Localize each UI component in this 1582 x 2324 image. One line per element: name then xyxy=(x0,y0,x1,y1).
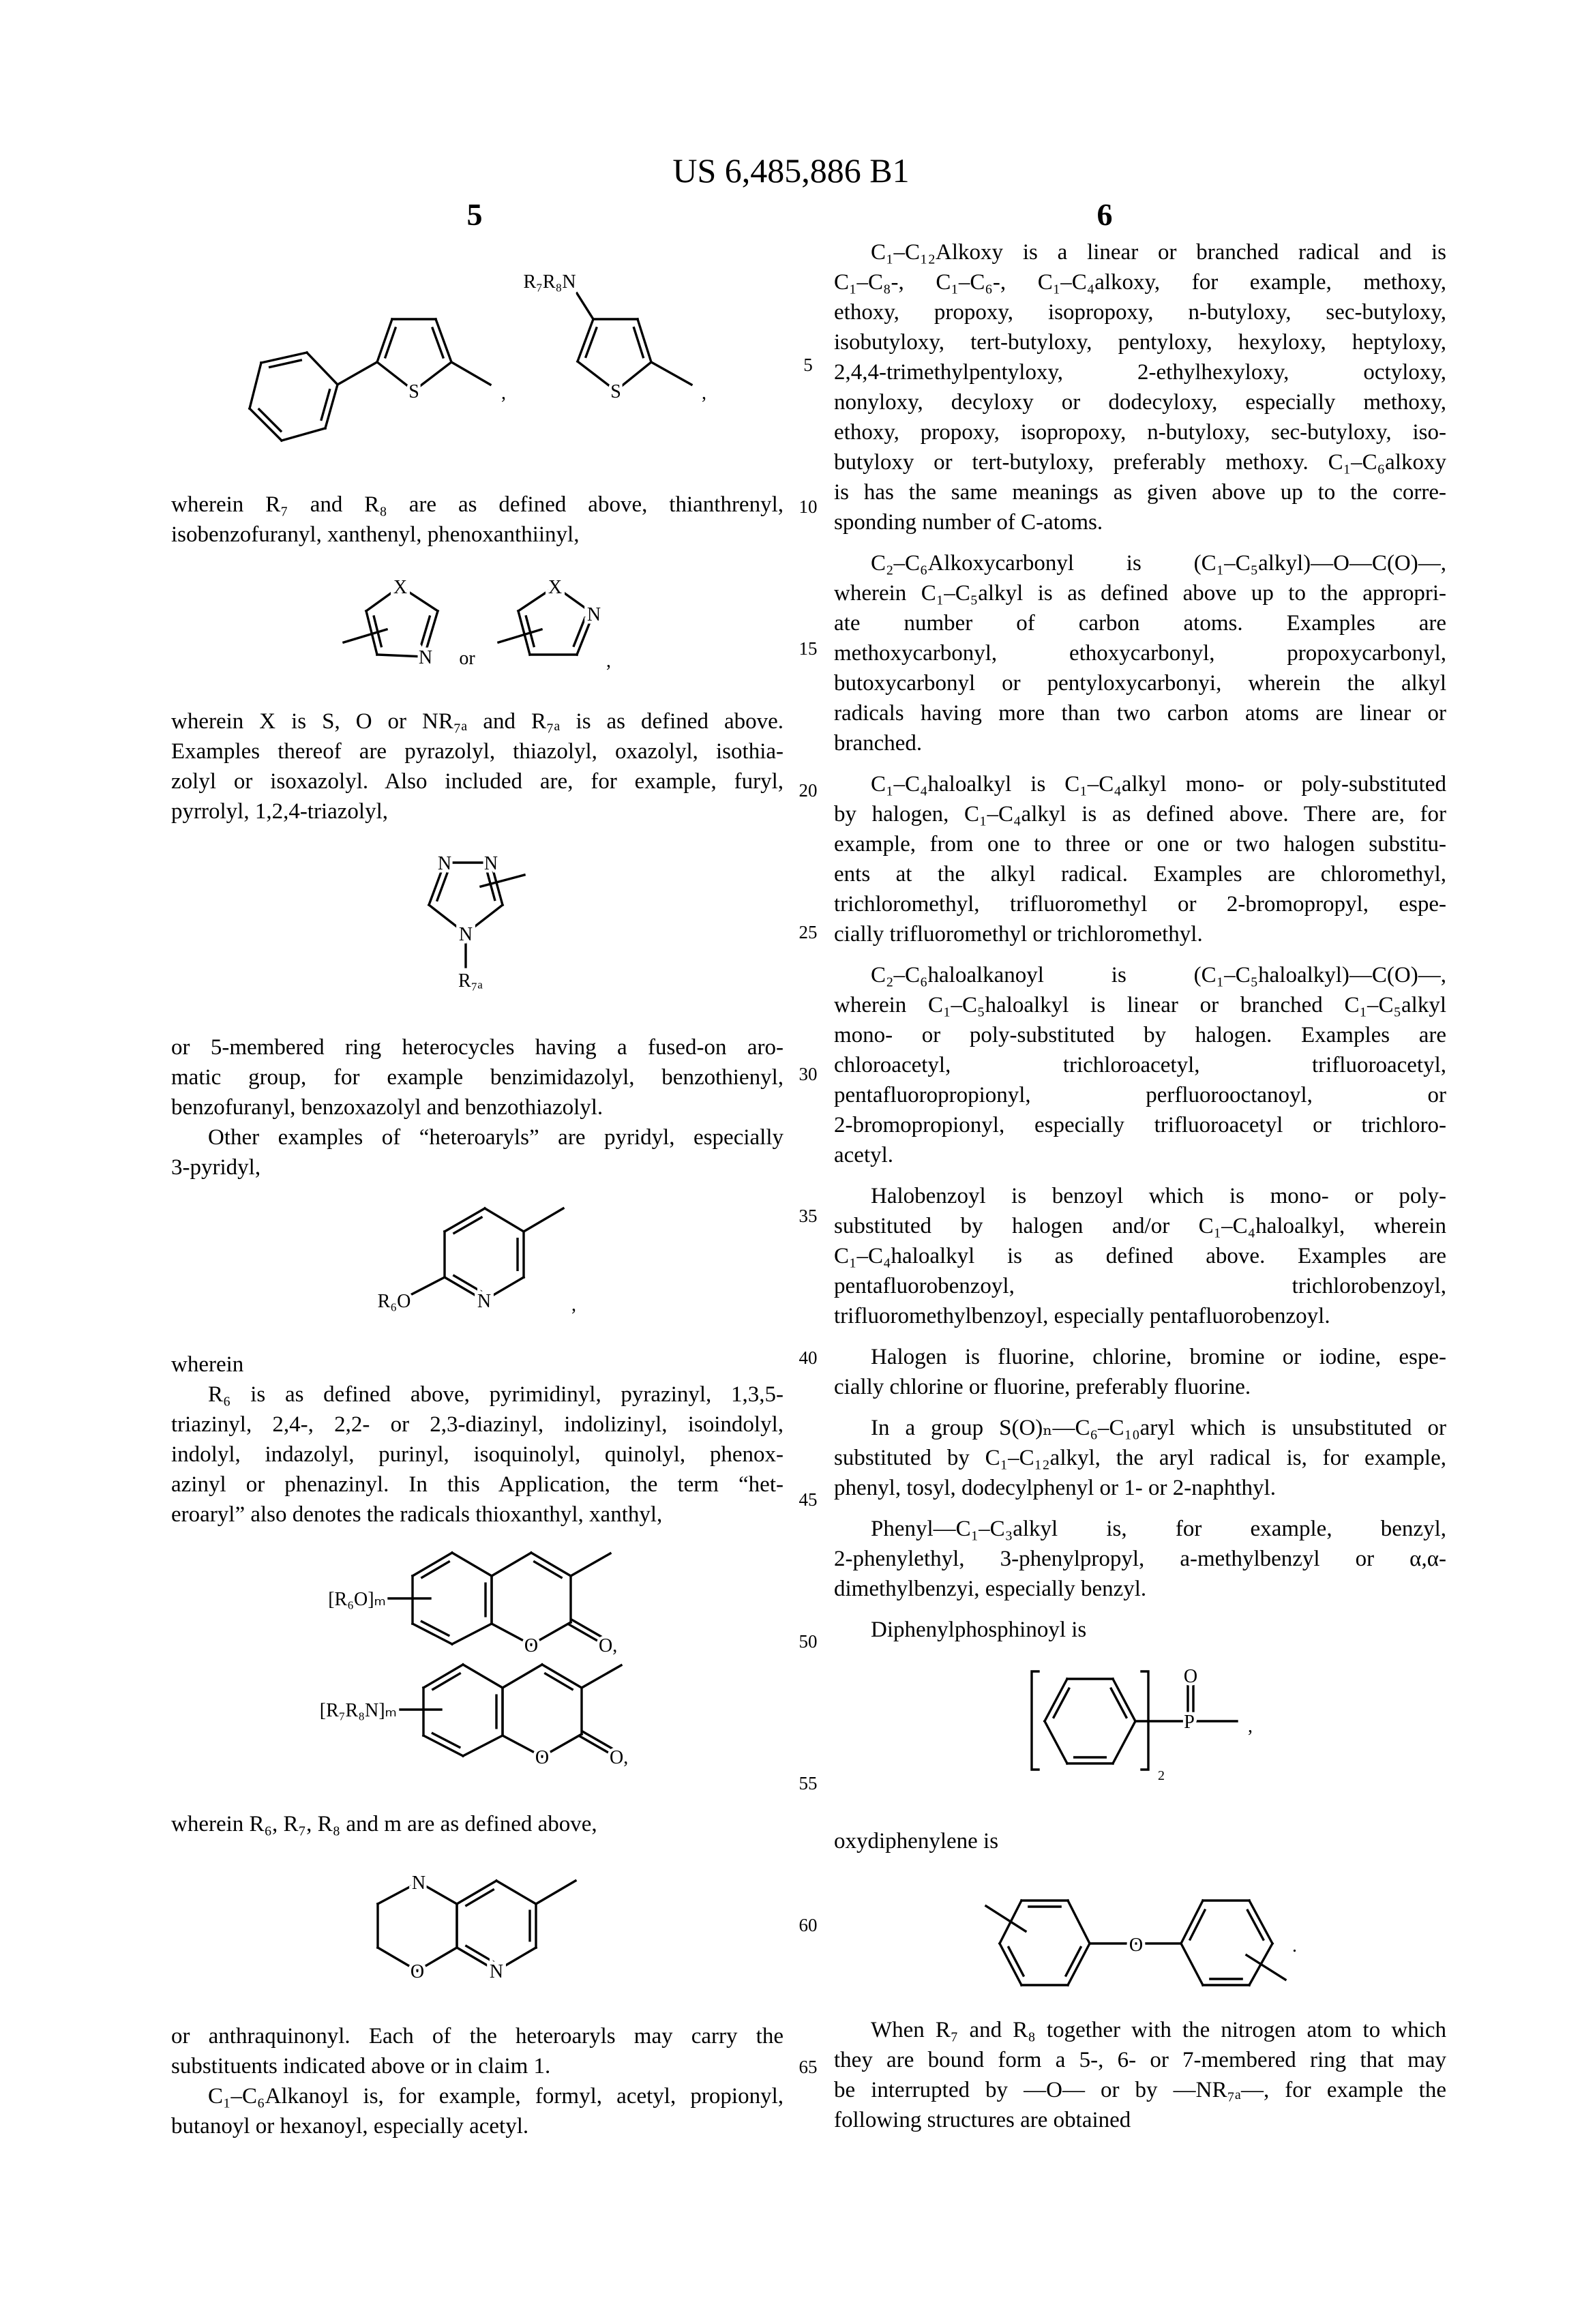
atom-label: S xyxy=(408,381,419,402)
text-line: ate number of carbon atoms. Examples are xyxy=(834,608,1446,638)
text-line: trifluoromethylbenzoyl, especially pentafluorobenzoyl. xyxy=(834,1301,1446,1331)
chemical-structures xyxy=(0,0,1582,2324)
text-line: C₂–C₆Alkoxycarbonyl is (C₁–C₅alkyl)—O—C(O)—, xyxy=(834,548,1446,578)
bond xyxy=(307,353,338,385)
text-line: triazinyl, 2,4-, 2,2- or 2,3-diazinyl, indolizinyl, isoindolyl, xyxy=(171,1410,783,1440)
bond xyxy=(451,362,490,385)
text-line: R₆ is as defined above, pyrimidinyl, pyrazinyl, 1,3,5- xyxy=(171,1380,783,1410)
text-line: trichloromethyl, trifluoromethyl or 2-bromopropyl, espe- xyxy=(834,889,1446,919)
atom-label: X xyxy=(548,577,562,598)
bond xyxy=(524,1208,563,1232)
separator: , xyxy=(606,651,611,672)
text-line: pentafluorobenzoyl, trichlorobenzoyl, xyxy=(834,1271,1446,1301)
line-number: 60 xyxy=(791,1915,825,1935)
bond xyxy=(1111,1688,1126,1717)
atom-label: R₆O xyxy=(378,1291,411,1312)
substituent-label: [R₇R₈N]ₘ xyxy=(320,1700,397,1721)
text-line: pentafluoropropionyl, perfluorooctanoyl, or xyxy=(834,1080,1446,1110)
text-line: matic group, for example benzimidazolyl, benzothienyl, xyxy=(171,1062,783,1092)
text-line: substituted by halogen and/or C₁–C₄haloalkyl, wherein xyxy=(834,1211,1446,1241)
text-line: azinyl or phenazinyl. In this Application, the term “het- xyxy=(171,1470,783,1500)
bond xyxy=(1068,1901,1090,1943)
text-line: or 5-membered ring heterocycles having a fused-on aro- xyxy=(171,1032,783,1062)
atom-label: N xyxy=(484,853,498,874)
bond xyxy=(454,1276,481,1292)
text-line: wherein C₁–C₅haloalkyl is linear or branched C₁–C₅alkyl xyxy=(834,990,1446,1020)
line-number: 40 xyxy=(791,1347,825,1368)
bond xyxy=(651,362,691,385)
bond xyxy=(338,362,377,385)
text-line: following structures are obtained xyxy=(834,2105,1446,2135)
atom-label: N xyxy=(477,1291,491,1312)
text-line: oxydiphenylene is xyxy=(834,1826,1446,1856)
structure-labels xyxy=(320,271,1297,1982)
conjunction-label: or xyxy=(459,648,475,669)
bond xyxy=(1248,1910,1264,1939)
text-line: cially chlorine or fluorine, preferably fluorine. xyxy=(834,1372,1446,1402)
text-line: they are bound form a 5-, 6- or 7-membered ring that may xyxy=(834,2045,1446,2075)
page-number-right: 6 xyxy=(1077,198,1132,232)
separator: , xyxy=(501,383,506,404)
atom-label: X xyxy=(393,577,407,598)
text-line: mono- or poly-substituted by halogen. Examples are xyxy=(834,1020,1446,1050)
bond xyxy=(454,1217,481,1233)
bond xyxy=(466,1890,493,1905)
atom-label: N xyxy=(459,924,473,945)
line-number: 15 xyxy=(791,638,825,659)
text-line: C₁–C₄haloalkyl is C₁–C₄alkyl mono- or poly-substituted xyxy=(834,769,1446,799)
text-line: wherein R₆, R₇, R₈ and m are as defined above, xyxy=(171,1809,783,1839)
text-line: indolyl, indazolyl, purinyl, isoquinolyl, quinolyl, phenox- xyxy=(171,1440,783,1470)
text-line: wherein R₇ and R₈ are as defined above, thianthrenyl, xyxy=(171,490,783,520)
text-line: nonyloxy, decyloxy or dodecyloxy, especially methoxy, xyxy=(834,387,1446,417)
atom-label: O, xyxy=(599,1635,617,1656)
line-number: 65 xyxy=(791,2057,825,2077)
bond xyxy=(1045,1721,1067,1763)
text-line: butoxycarbonyl or pentyloxycarbonyi, wherein the alkyl xyxy=(834,668,1446,698)
text-line: 2,4,4-trimethylpentyloxy, 2-ethylhexyloxy, octyloxy, xyxy=(834,357,1446,387)
text-line: C₁–C₄haloalkyl is as defined above. Examples are xyxy=(834,1241,1446,1271)
bracket xyxy=(1032,1671,1039,1770)
text-line: ethoxy, propoxy, isopropoxy, n-butyloxy, sec-butyloxy, xyxy=(834,297,1446,327)
bond xyxy=(433,1673,460,1689)
line-number: 5 xyxy=(791,355,825,375)
text-line: chloroacetyl, trichloroacetyl, trifluoroacetyl, xyxy=(834,1050,1446,1080)
bond xyxy=(492,1553,531,1576)
bond xyxy=(616,362,651,391)
atom-label: O xyxy=(411,1961,424,1982)
bond xyxy=(503,1665,542,1688)
atom-label: P xyxy=(1184,1712,1195,1733)
text-line: example, from one to three or one or two halogen substitu- xyxy=(834,829,1446,859)
text-line: branched. xyxy=(834,728,1446,758)
separator: . xyxy=(1292,1935,1297,1956)
bond xyxy=(1054,1688,1069,1717)
text-line: by halogen, C₁–C₄alkyl is as defined above. There are, for xyxy=(834,799,1446,829)
atom-label: O xyxy=(524,1635,538,1656)
bond xyxy=(535,1562,561,1577)
text-line: pyrrolyl, 1,2,4-triazolyl, xyxy=(171,796,783,826)
atom-label: O xyxy=(1129,1935,1143,1956)
atom-label: S xyxy=(610,381,621,402)
text-line: wherein C₁–C₅alkyl is as defined above up to the appropri- xyxy=(834,578,1446,608)
text-line: methoxycarbonyl, ethoxycarbonyl, propoxycarbonyl, xyxy=(834,638,1446,668)
bond xyxy=(409,1277,445,1296)
bond xyxy=(496,1881,536,1904)
bond xyxy=(463,1735,503,1756)
bond xyxy=(463,1665,503,1688)
bond xyxy=(1247,1955,1285,1980)
text-line: When R₇ and R₈ together with the nitrogen atom to which xyxy=(834,2015,1446,2045)
atom-label: N xyxy=(438,853,451,874)
text-line: Other examples of “heteroaryls” are pyridyl, especially xyxy=(171,1122,783,1152)
bond xyxy=(1113,1721,1135,1763)
text-line: butyloxy or tert-butyloxy, preferably methoxy. C₁–C₆alkoxy xyxy=(834,447,1446,477)
atom-label: N xyxy=(490,1961,503,1982)
bond xyxy=(452,1624,492,1644)
line-number: 55 xyxy=(791,1773,825,1793)
text-line: sponding number of C-atoms. xyxy=(834,507,1446,537)
bond xyxy=(377,319,392,362)
text-line: phenyl, tosyl, dodecylphenyl or 1- or 2-naphthyl. xyxy=(834,1473,1446,1503)
bond xyxy=(986,1906,1026,1931)
atom-label: O xyxy=(535,1747,549,1768)
atom-label: N xyxy=(419,647,432,668)
bond xyxy=(485,1208,524,1232)
text-line: wherein X is S, O or NR₇ₐ and R₇ₐ is as defined above. xyxy=(171,706,783,736)
substituent-label: [R₆O]ₘ xyxy=(328,1589,386,1610)
text-line: radicals having more than two carbon atoms are linear or xyxy=(834,698,1446,728)
atom-label: N xyxy=(412,1873,426,1894)
separator: , xyxy=(702,383,706,404)
bond xyxy=(1066,1948,1081,1976)
text-line: 2-bromopropionyl, especially trifluoroacetyl or trichloro- xyxy=(834,1110,1446,1140)
text-line: acetyl. xyxy=(834,1140,1446,1170)
text-line: C₁–C₁₂Alkoxy is a linear or branched radical and is xyxy=(834,237,1446,267)
bond xyxy=(1190,1910,1205,1939)
text-line: cially trifluoromethyl or trichloromethyl. xyxy=(834,919,1446,949)
structure-bonds xyxy=(250,293,1285,1985)
text-line: Examples thereof are pyrazolyl, thiazolyl, oxazolyl, isothia- xyxy=(171,736,783,766)
bond xyxy=(546,1673,572,1689)
text-line: benzofuranyl, benzoxazolyl and benzothiazolyl. xyxy=(171,1092,783,1122)
bond xyxy=(638,319,651,362)
line-number: 10 xyxy=(791,496,825,517)
atom-label: N xyxy=(587,604,601,625)
text-line: In a group S(O)ₙ—C₆–C₁₀aryl which is unsubstituted or xyxy=(834,1413,1446,1443)
text-line: eroaryl” also denotes the radicals thioxanthyl, xanthyl, xyxy=(171,1500,783,1530)
atom-label: R₇R₈N xyxy=(523,271,576,293)
text-line: substituents indicated above or in claim 1. xyxy=(171,2051,783,2081)
line-number: 20 xyxy=(791,780,825,801)
text-line: Phenyl—C₁–C₃alkyl is, for example, benzyl, xyxy=(834,1514,1446,1544)
text-line: 3-pyridyl, xyxy=(171,1152,783,1182)
line-number: 30 xyxy=(791,1064,825,1084)
line-number: 35 xyxy=(791,1206,825,1226)
bond xyxy=(325,385,338,428)
line-number: 45 xyxy=(791,1489,825,1510)
atom-label: O xyxy=(1184,1666,1197,1687)
text-line: Halobenzoyl is benzoyl which is mono- or poly- xyxy=(834,1181,1446,1211)
bond xyxy=(466,1946,493,1962)
text-line: isobutyloxy, tert-butyloxy, pentyloxy, hexyloxy, heptyloxy, xyxy=(834,327,1446,357)
text-line: C₁–C₆Alkanoyl is, for example, formyl, acetyl, propionyl, xyxy=(171,2081,783,2111)
text-line: C₁–C₈-, C₁–C₆-, C₁–C₄alkoxy, for example, methoxy, xyxy=(834,267,1446,297)
bond xyxy=(250,363,261,408)
atom-label: R₇ₐ xyxy=(458,970,483,992)
text-line: butanoyl or hexanoyl, especially acetyl. xyxy=(171,2111,783,2141)
bond xyxy=(452,1553,492,1576)
separator: , xyxy=(1248,1716,1253,1737)
text-line: Diphenylphosphinoyl is xyxy=(834,1615,1446,1645)
bond xyxy=(422,1562,449,1577)
text-line: be interrupted by —O— or by —NR₇ₐ—, for example the xyxy=(834,2075,1446,2105)
bond xyxy=(377,655,424,657)
text-line: or anthraquinonyl. Each of the heteroaryls may carry the xyxy=(171,2021,783,2051)
text-line: is has the same meanings as given above up to the corre- xyxy=(834,477,1446,507)
atom-label: O, xyxy=(610,1747,628,1768)
text-line: substituted by C₁–C₁₂alkyl, the aryl radical is, for example, xyxy=(834,1443,1446,1473)
bond xyxy=(250,408,282,441)
text-line: ents at the alkyl radical. Examples are chloromethyl, xyxy=(834,859,1446,889)
bond xyxy=(282,428,325,441)
bond xyxy=(270,360,301,367)
bond xyxy=(498,629,541,642)
text-line: zolyl or isoxazolyl. Also included are, for example, furyl, xyxy=(171,766,783,796)
text-line: C₂–C₆haloalkanoyl is (C₁–C₅haloalkyl)—C(O)—, xyxy=(834,960,1446,990)
bond xyxy=(577,293,593,319)
text-line: 2-phenylethyl, 3-phenylpropyl, a-methylbenzyl or α,α- xyxy=(834,1544,1446,1574)
bond xyxy=(571,1553,610,1576)
bond xyxy=(536,1881,576,1904)
bond xyxy=(1009,1948,1024,1976)
separator: , xyxy=(571,1294,576,1315)
line-number: 25 xyxy=(791,922,825,942)
text-line: dimethylbenzyi, especially benzyl. xyxy=(834,1574,1446,1604)
bond xyxy=(414,362,451,391)
multiplier-label: 2 xyxy=(1158,1768,1165,1783)
page-number-left: 5 xyxy=(447,198,502,232)
line-number: 50 xyxy=(791,1631,825,1652)
bond xyxy=(582,1665,621,1688)
bond xyxy=(432,1733,459,1747)
text-line: isobenzofuranyl, xanthenyl, phenoxanthiinyl, xyxy=(171,520,783,550)
text-line: Halogen is fluorine, chlorine, bromine or iodine, espe- xyxy=(834,1342,1446,1372)
bond xyxy=(1181,1943,1203,1985)
text-line: ethoxy, propoxy, isopropoxy, n-butyloxy, sec-butyloxy, iso- xyxy=(834,417,1446,447)
bond xyxy=(421,1622,448,1635)
patent-number: US 6,485,886 B1 xyxy=(0,151,1582,190)
text-line: wherein xyxy=(171,1350,783,1380)
